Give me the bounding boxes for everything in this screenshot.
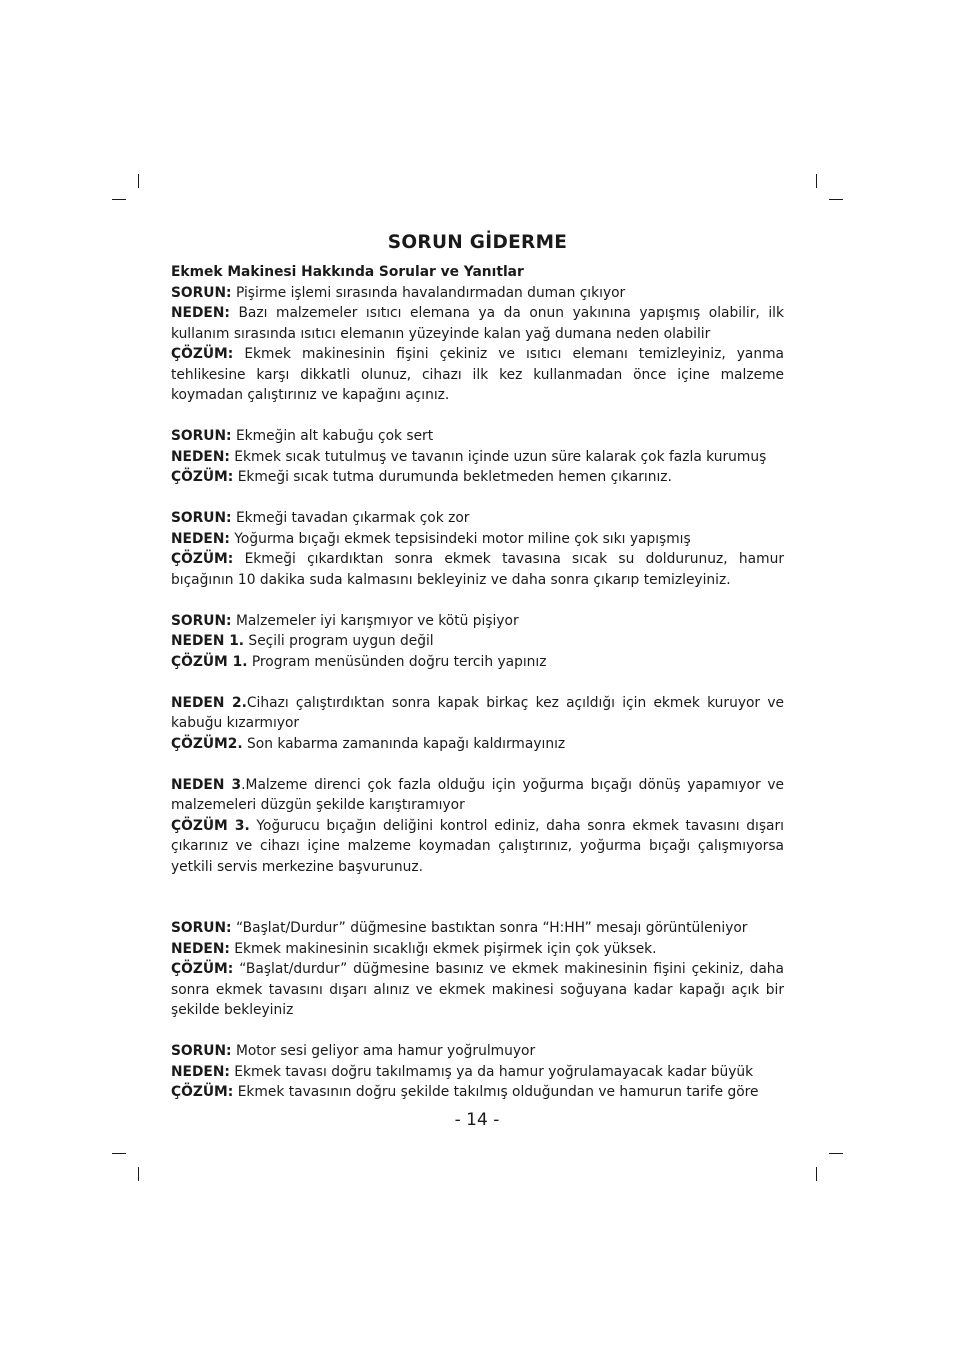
qa-block (171, 918, 784, 1021)
solution-line (171, 816, 784, 878)
cause-line (171, 447, 784, 468)
cause-line (171, 631, 784, 652)
solution-line (171, 652, 784, 673)
problem-text: Pişirme işlemi sırasında havalandırmadan duman çıkıyor (231, 284, 626, 301)
solution-label: ÇÖZÜM2. (171, 735, 243, 752)
problem-text: Motor sesi geliyor ama hamur yoğrulmuyor (231, 1043, 536, 1059)
solution-label: ÇÖZÜM: (171, 961, 234, 977)
problem-line (171, 611, 784, 632)
solution-text: Son kabarma zamanında kapağı kaldırmayınız (242, 735, 566, 752)
solution-line (171, 959, 784, 1021)
crop-mark (816, 174, 817, 188)
cause-label: NEDEN 1. (171, 633, 245, 649)
problem-line (171, 508, 784, 529)
cause-text: Ekmek sıcak tutulmuş ve tavanın içinde uzun süre kalarak çok fazla kurumuş (229, 448, 767, 465)
cause-text: Bazı malzemeler ısıtıcı elemana ya da onun yakınına yapışmış olabilir, ilk kullanım sırasında ısıtıcı elemanın yüzeyinde kalan yağ dumana neden olabilir (171, 305, 784, 342)
cause-line (171, 693, 784, 734)
crop-mark (138, 174, 139, 188)
problem-label: SORUN: (171, 510, 232, 526)
cause-line (171, 529, 784, 550)
qa-block (171, 1041, 784, 1103)
qa-block (171, 426, 784, 488)
cause-text: Ekmek makinesinin sıcaklığı ekmek pişirmek için çok yüksek. (229, 940, 657, 957)
problem-line (171, 283, 784, 304)
solution-text: Ekmeği çıkardıktan sonra ekmek tavasına sıcak su doldurunuz, hamur bıçağının 10 dakika suda kalmasını bekleyiniz ve daha sonra çıkarıp temizleyiniz. (171, 551, 784, 588)
cause-line (171, 939, 784, 960)
problem-line (171, 426, 784, 447)
solution-text: Ekmeği sıcak tutma durumunda bekletmeden hemen çıkarınız. (233, 469, 672, 485)
cause-label: NEDEN 3 (171, 776, 242, 793)
solution-text: Ekmek makinesinin fişini çekiniz ve ısıtıcı elemanı temizleyiniz, yanma tehlikesine karşı dikkatli olunuz, cihazı ilk kez kullanmadan önce içine malzeme koymadan çalıştırınız ve kapağını açınız. (171, 346, 784, 403)
qa-block (171, 283, 784, 406)
solution-label: ÇÖZÜM: (171, 1084, 234, 1100)
cause-label: NEDEN 2. (171, 694, 247, 711)
solution-line (171, 549, 784, 590)
page-number: - 14 - (454, 1110, 500, 1130)
problem-label: SORUN: (171, 428, 232, 444)
qa-block (171, 611, 784, 673)
crop-mark (816, 1167, 817, 1181)
problem-label: SORUN: (171, 284, 232, 301)
section-subtitle: Ekmek Makinesi Hakkında Sorular ve Yanıtlar (171, 264, 524, 280)
solution-label: ÇÖZÜM: (171, 346, 234, 362)
problem-text: Ekmeği tavadan çıkarmak çok zor (231, 510, 470, 526)
crop-mark (112, 1153, 126, 1154)
problem-line (171, 918, 784, 939)
solution-line (171, 344, 784, 406)
problem-label: SORUN: (171, 612, 232, 629)
qa-block (171, 693, 784, 755)
problem-text: Malzemeler iyi karışmıyor ve kötü pişiyor (231, 612, 519, 629)
cause-label: NEDEN: (171, 530, 230, 547)
cause-text: Cihazı çalıştırdıktan sonra kapak birkaç kez açıldığı için ekmek kuruyor ve kabuğu kızarmıyor (171, 694, 784, 731)
cause-label: NEDEN: (171, 1063, 230, 1080)
cause-line (171, 1062, 784, 1083)
solution-text: Ekmek tavasının doğru şekilde takılmış olduğundan ve hamurun tarife göre (233, 1084, 759, 1100)
solution-label: ÇÖZÜM 3. (171, 817, 250, 834)
crop-mark (829, 199, 843, 200)
cause-label: NEDEN: (171, 305, 230, 321)
cause-label: NEDEN: (171, 940, 230, 957)
problem-label: SORUN: (171, 1043, 232, 1059)
cause-line (171, 775, 784, 816)
crop-mark (829, 1153, 843, 1154)
qa-block (171, 775, 784, 878)
solution-text: “Başlat/durdur” düğmesine basınız ve ekmek makinesinin fişini çekiniz, daha sonra ekmek tavasını dışarı alınız ve ekmek makinesi soğuyana kadar kapağı açık bir şekilde bekleyiniz (171, 961, 784, 1018)
cause-text: Seçili program uygun değil (244, 633, 434, 649)
solution-line (171, 734, 784, 755)
crop-mark (112, 199, 126, 200)
solution-label: ÇÖZÜM 1. (171, 653, 248, 670)
cause-text: .Malzeme direnci çok fazla olduğu için yoğurma bıçağı dönüş yapamıyor ve malzemeleri düzgün şekilde karıştıramıyor (171, 776, 784, 813)
solution-line (171, 467, 784, 488)
page-title: SORUN GİDERME (387, 232, 568, 253)
page-content (171, 230, 784, 1103)
solution-text: Yoğurucu bıçağın deliğini kontrol ediniz, daha sonra ekmek tavasını dışarı çıkarınız ve cihazı içine malzeme koymadan çalıştırınız, yoğurma bıçağı çalışmıyorsa yetkili servis merkezine başvurunuz. (171, 817, 785, 875)
problem-text: Ekmeğin alt kabuğu çok sert (231, 428, 434, 444)
cause-label: NEDEN: (171, 448, 230, 465)
crop-mark (138, 1167, 139, 1181)
problem-line (171, 1041, 784, 1062)
cause-line (171, 303, 784, 344)
problem-text: “Başlat/Durdur” düğmesine bastıktan sonra “H:HH” mesajı görüntüleniyor (231, 920, 748, 936)
solution-label: ÇÖZÜM: (171, 551, 234, 567)
solution-text: Program menüsünden doğru tercih yapınız (247, 653, 547, 670)
cause-text: Ekmek tavası doğru takılmamış ya da hamur yoğrulamayacak kadar büyük (229, 1063, 754, 1080)
qa-block (171, 508, 784, 590)
solution-label: ÇÖZÜM: (171, 469, 234, 485)
solution-line (171, 1082, 784, 1103)
cause-text: Yoğurma bıçağı ekmek tepsisindeki motor miline çok sıkı yapışmış (229, 530, 691, 547)
problem-label: SORUN: (171, 920, 232, 936)
